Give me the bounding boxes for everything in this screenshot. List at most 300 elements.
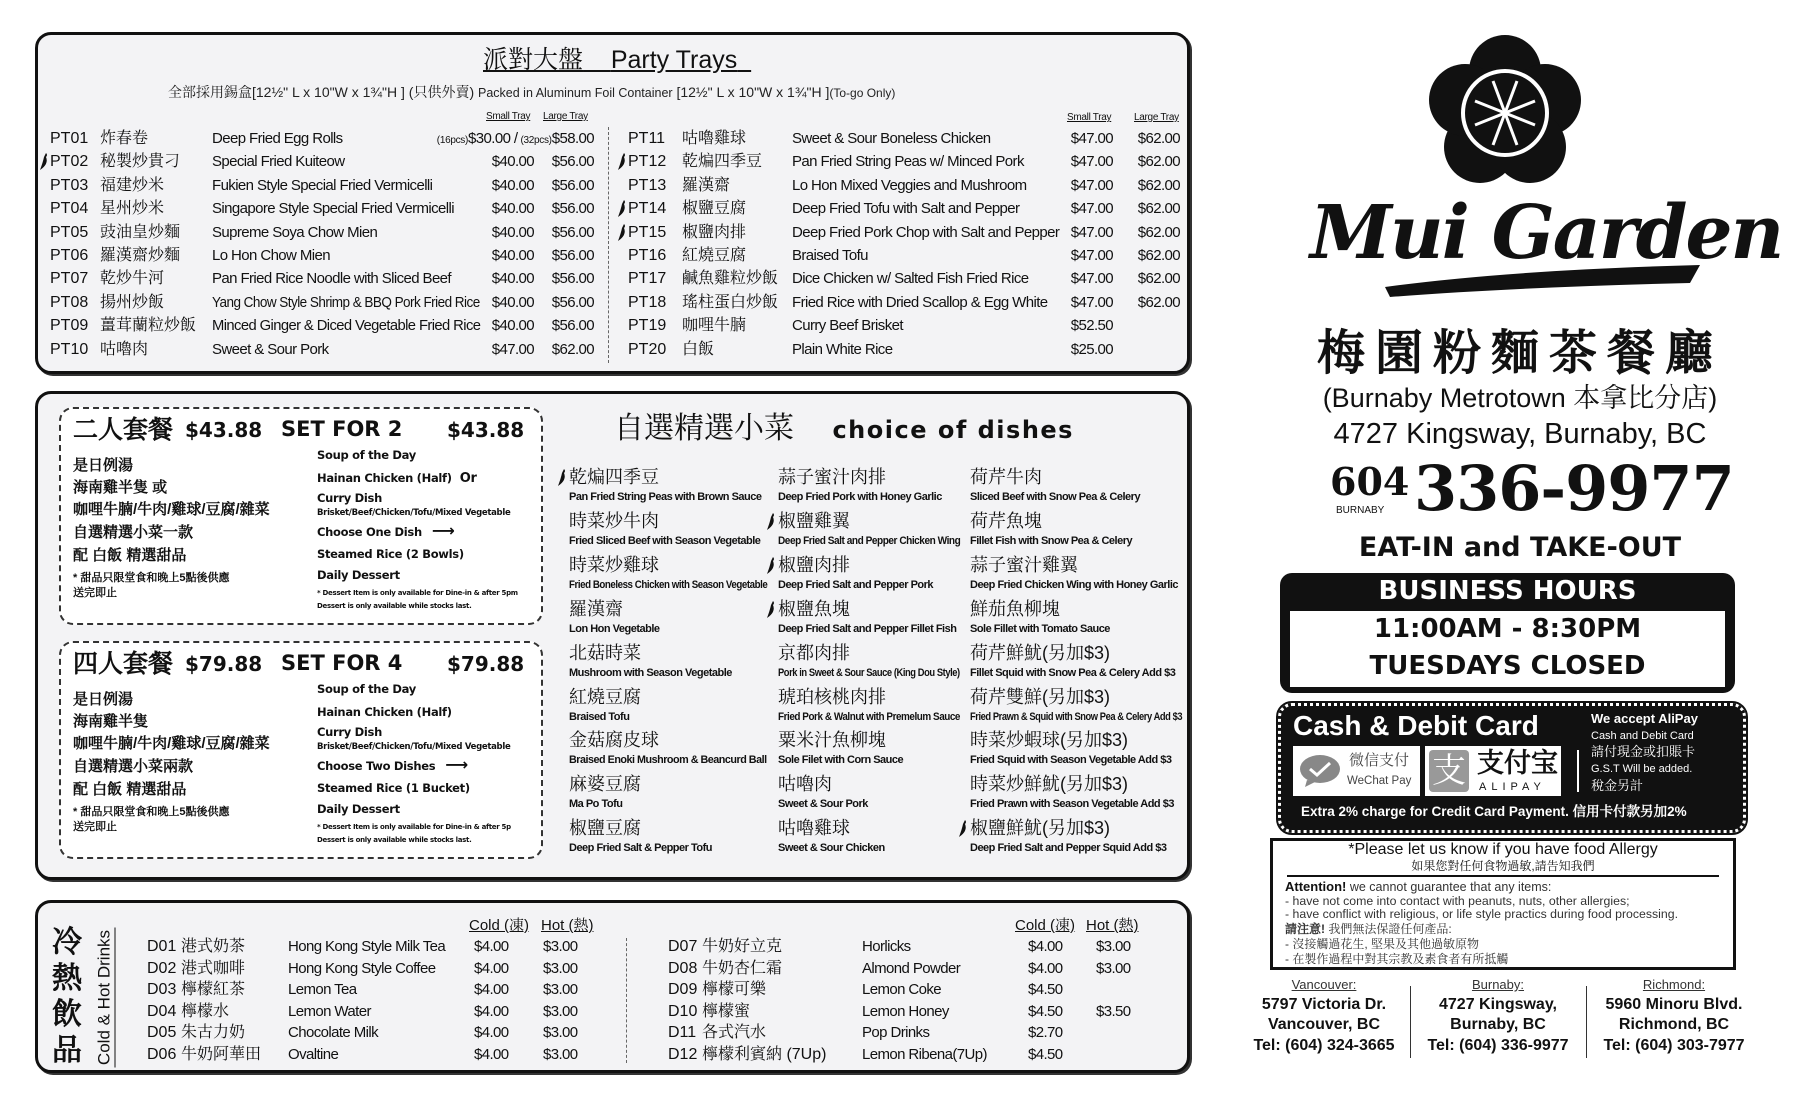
dish-item xyxy=(970,467,1140,505)
dish-item xyxy=(569,467,762,505)
item-name-en: Deep Fried Tofu with Salt and Pepper xyxy=(792,200,1020,218)
set-item-zh: 咖哩牛腩/牛肉/雞球/豆腐/雜菜 xyxy=(73,735,270,752)
dish-item xyxy=(970,774,1174,812)
allergy-zh-attention xyxy=(1285,922,1452,936)
set-item-zh: 是日例湯 xyxy=(73,457,134,474)
set-dessert-note-2: Dessert is only available while stocks last. xyxy=(317,602,472,610)
item-name-en-cell xyxy=(792,267,1028,290)
item-name-zh: 揚州炒飯 xyxy=(100,293,165,311)
item-name-en: Supreme Soya Chow Mien xyxy=(212,223,378,241)
location-street: 5960 Minoru Blvd. xyxy=(1605,995,1743,1013)
allergy-notice xyxy=(1270,838,1736,970)
dish-name-en: Pork in Sweet & Sour Sauce (King Dou Style) xyxy=(778,666,960,679)
dish-item xyxy=(970,599,1110,637)
item-name-en-cell xyxy=(792,314,903,337)
location-vancouver xyxy=(1238,978,1410,1055)
dish-item xyxy=(778,467,942,505)
set-dessert: Daily Dessert xyxy=(317,568,400,582)
allergy-line-1: - have not come into contact with peanuts, nuts, other allergies; xyxy=(1285,894,1630,908)
alipay-icon: 支 xyxy=(1429,750,1469,792)
set-price-zh: $43.88 xyxy=(185,418,263,442)
large-tray-price: $62.00 xyxy=(1137,176,1180,194)
dish-name-en: Fried Prawn & Squid with Snow Pea & Celery Add $3 xyxy=(970,710,1183,723)
small-tray-price: $47.00 xyxy=(1070,130,1113,147)
item-code: PT14 xyxy=(628,200,667,218)
set-item-or: Or xyxy=(459,471,477,486)
item-code: PT16 xyxy=(628,247,667,264)
small-tray-price: $47.00 xyxy=(1070,270,1113,288)
party-tray-item xyxy=(614,127,1187,150)
hours-inner xyxy=(1290,611,1725,687)
party-trays-section xyxy=(35,32,1190,374)
dish-name-en: Deep Fried Salt and Pepper Squid Add $3 xyxy=(970,842,1167,855)
dish-name-en: Deep Fried Chicken Wing with Honey Garlic xyxy=(970,578,1178,591)
drink-name-en: Hong Kong Style Coffee xyxy=(288,959,436,977)
drink-hot-price: $3.00 xyxy=(543,1046,578,1063)
small-tray-price: $40.00 xyxy=(491,200,534,218)
drink-hot-price: $3.00 xyxy=(543,938,578,955)
item-name-en: Sweet & Sour Pork xyxy=(212,340,329,358)
opening-hours: 11:00AM - 8:30PM xyxy=(1373,614,1642,644)
drink-cold-price: $4.50 xyxy=(1028,1046,1063,1063)
wechat-pay-en: WeChat Pay xyxy=(1347,775,1412,787)
set-item-chicken xyxy=(317,471,477,487)
dish-name-en: Lon Hon Vegetable xyxy=(569,622,660,635)
item-name-en-cell xyxy=(792,174,1027,197)
small-tray-price: $47.00 xyxy=(491,340,534,358)
drink-cold-price: $4.00 xyxy=(474,938,509,955)
hot-header-right: Hot (熱) xyxy=(1086,917,1139,934)
item-name-zh: 炸春卷 xyxy=(100,130,149,147)
drink-code: D12 xyxy=(668,1046,698,1063)
dish-name-en: Braised Enoki Mushroom & Beancurd Ball xyxy=(569,754,767,767)
location-phone: Tel: (604) 324-3665 xyxy=(1253,1036,1395,1054)
party-tray-item xyxy=(614,314,1187,337)
drink-item xyxy=(38,1001,1187,1022)
party-tray-item xyxy=(614,150,1187,173)
chili-spicy-icon xyxy=(616,223,627,242)
party-tray-item xyxy=(38,221,618,244)
dish-name-en: Sole Filet with Corn Sauce xyxy=(778,754,904,767)
item-name-zh: 乾炒牛河 xyxy=(100,270,165,288)
location-phone: Tel: (604) 303-7977 xyxy=(1603,1036,1745,1054)
item-code: PT09 xyxy=(50,317,89,335)
small-tray-price: $47.00 xyxy=(1070,176,1113,194)
dish-item xyxy=(569,599,660,637)
dish-item xyxy=(569,555,793,593)
set-for-4-card xyxy=(59,641,543,859)
gst-en: G.S.T Will be added. xyxy=(1591,763,1693,775)
large-tray-note: (32pcs) xyxy=(520,135,552,146)
location-city: Vancouver: xyxy=(1291,977,1357,992)
small-tray-price: $47.00 xyxy=(1070,200,1113,218)
item-name-en: Lo Hon Chow Mien xyxy=(212,247,330,264)
large-tray-price: $62.00 xyxy=(1137,153,1180,171)
item-name-en-cell xyxy=(792,244,868,267)
small-tray-price: $40.00 xyxy=(491,270,534,288)
small-tray-note: (16pcs) xyxy=(436,135,469,146)
choice-title-zh: 自選精選小菜 xyxy=(614,412,794,445)
small-tray-price: $40.00 xyxy=(491,153,534,171)
alipay-en: ALIPAY xyxy=(1479,781,1546,793)
set-rice: Steamed Rice (1 Bucket) xyxy=(317,781,470,795)
phone-area-label: BURNABY xyxy=(1336,505,1385,516)
dish-name-en: Ma Po Tofu xyxy=(569,798,623,811)
drink-code: D10 xyxy=(668,1002,698,1020)
item-code: PT15 xyxy=(628,223,667,241)
dish-name-zh: 粟米汁魚柳塊 xyxy=(778,730,886,751)
drink-hot-price: $3.00 xyxy=(1096,959,1131,977)
location-region: Burnaby, BC xyxy=(1450,1016,1546,1034)
chili-spicy-icon xyxy=(765,556,776,575)
party-tray-item xyxy=(614,197,1187,220)
chili-spicy-icon xyxy=(556,468,567,487)
set-note-zh: * 甜品只限堂食和晚上5點後供應 xyxy=(73,572,230,584)
item-code: PT13 xyxy=(628,176,667,194)
tray-price-group xyxy=(437,127,594,152)
drink-name-zh: 檸檬紅茶 xyxy=(181,981,246,999)
choice-of-dishes-title xyxy=(614,411,1074,452)
set-title-zh: 二人套餐 xyxy=(73,416,174,444)
dish-name-en: Deep Fried Pork with Honey Garlic xyxy=(778,491,942,503)
party-tray-item xyxy=(614,338,1187,361)
location-city: Richmond: xyxy=(1642,977,1706,992)
cash-debit-en: Cash and Debit Card xyxy=(1591,730,1694,742)
set-title-en: SET FOR 4 xyxy=(281,651,403,675)
arrow-right-icon: ⟶ xyxy=(431,521,455,540)
subtitle-zh: 全部採用錫盒[12½" L x 10"W x 1¾"H ] (只供外賣) xyxy=(168,84,475,100)
payment-title: Cash & Debit Card xyxy=(1293,710,1539,741)
set-dessert-note-1: * Dessert Item is only available for Dine-in & after 5pm xyxy=(317,589,518,597)
dish-name-zh: 蒜子蜜汁雞翼 xyxy=(970,554,1078,575)
dish-name-en: Pan Fried String Peas with Brown Sauce xyxy=(569,491,762,503)
large-tray-price: $56.00 xyxy=(551,176,594,194)
dish-name-en: Sliced Beef with Snow Pea & Celery xyxy=(970,491,1141,503)
set-choose-dishes xyxy=(317,521,455,540)
dish-item xyxy=(569,511,760,549)
dish-item xyxy=(778,818,885,856)
small-tray-price: $47.00 xyxy=(1070,223,1113,241)
dish-item xyxy=(569,818,712,856)
large-tray-header-left: Large Tray xyxy=(543,111,588,122)
large-tray-header-right: Large Tray xyxy=(1134,112,1179,123)
item-code: PT06 xyxy=(50,247,89,264)
drink-code: D01 xyxy=(147,938,177,955)
item-name-en: Deep Fried Pork Chop with Salt and Pepper xyxy=(792,223,1060,241)
item-code: PT18 xyxy=(628,293,667,311)
party-tray-item xyxy=(38,338,618,361)
small-tray-header-right: Small Tray xyxy=(1067,112,1112,123)
set-item-chicken xyxy=(317,705,460,721)
small-tray-price: $40.00 xyxy=(491,223,534,241)
drink-name-en: Lemon Honey xyxy=(862,1002,949,1020)
dish-item xyxy=(569,687,641,725)
set-item-zh: 是日例湯 xyxy=(73,691,134,708)
dish-item xyxy=(778,599,956,637)
set-note-zh-2: 送完即止 xyxy=(73,587,117,599)
credit-surcharge: Extra 2% charge for Credit Card Payment. 信用卡付款另加2% xyxy=(1301,804,1687,819)
small-tray-price: $40.00 xyxy=(491,293,534,311)
large-tray-price: $56.00 xyxy=(551,293,594,311)
item-code: PT03 xyxy=(50,176,89,194)
dish-name-en: Fried Pork & Walnut with Premelum Sauce xyxy=(778,710,960,723)
drink-code: D06 xyxy=(147,1046,177,1063)
dish-item xyxy=(970,555,1178,593)
set-dessert-note-1: * Dessert Item is only available for Dine-in & after 5p xyxy=(317,823,511,831)
dish-item xyxy=(970,643,1175,681)
drink-code: D11 xyxy=(668,1024,697,1042)
item-name-en-cell xyxy=(792,127,991,150)
item-name-en-cell xyxy=(792,338,892,361)
item-name-zh: 咕嚕肉 xyxy=(100,340,149,358)
party-trays-title-zh: 派對大盤 xyxy=(483,46,584,74)
item-name-en-cell xyxy=(212,338,329,361)
set-menus-section xyxy=(35,391,1190,880)
dish-name-zh: 荷芹鮮魷(另加$3) xyxy=(970,642,1111,663)
dish-name-en: Deep Fried Salt and Pepper Fillet Fish xyxy=(778,622,957,635)
large-tray-price: $56.00 xyxy=(551,270,594,288)
item-name-en-cell xyxy=(212,244,330,267)
dish-name-en: Deep Fried Salt & Pepper Tofu xyxy=(569,842,712,855)
set-title-zh: 四人套餐 xyxy=(73,650,174,678)
drink-name-en: Horlicks xyxy=(862,938,911,955)
dish-name-zh: 時菜炒雞球 xyxy=(569,554,659,575)
dish-item xyxy=(778,730,903,768)
location-burnaby xyxy=(1412,978,1584,1055)
drink-name-en: Lemon Coke xyxy=(862,981,942,999)
small-tray-price: $52.50 xyxy=(1070,317,1113,335)
large-tray-price: $62.00 xyxy=(551,340,594,358)
location-region: Richmond, BC xyxy=(1618,1016,1730,1034)
drink-hot-price: $3.00 xyxy=(543,959,578,977)
phone-area-code: 604 xyxy=(1330,459,1410,504)
dish-name-zh: 咕嚕肉 xyxy=(778,774,832,795)
party-tray-item xyxy=(38,291,618,314)
phone-number: 336-9977 xyxy=(1414,452,1734,525)
item-name-en: Fukien Style Special Fried Vermicelli xyxy=(212,176,433,194)
drink-name-zh: 牛奶好立克 xyxy=(702,938,783,955)
item-name-zh: 鹹魚雞粒炒飯 xyxy=(682,270,779,288)
set-price-en: $43.88 xyxy=(447,418,525,442)
item-name-en: Deep Fried Egg Rolls xyxy=(212,130,343,147)
item-name-en-cell xyxy=(792,291,1048,314)
party-trays-list-right xyxy=(614,35,1187,371)
drink-code: D08 xyxy=(668,959,698,977)
item-name-en: Pan Fried Rice Noodle with Sliced Beef xyxy=(212,270,451,288)
set-item-soup: Soup of the Day xyxy=(317,682,416,696)
large-tray-price: $56.00 xyxy=(551,200,594,218)
dish-name-zh: 鮮茄魚柳塊 xyxy=(970,598,1060,619)
drink-name-en: Lemon Water xyxy=(288,1002,371,1020)
item-name-en-cell xyxy=(212,314,484,337)
set-item-zh: 配 白飯 精選甜品 xyxy=(73,547,187,564)
drink-name-zh: 檸檬利賓納 (7Up) xyxy=(702,1046,827,1063)
logo xyxy=(1290,25,1783,315)
set-item-zh: 自選精選小菜一款 xyxy=(73,524,194,541)
item-name-zh: 薑茸蘭粒炒飯 xyxy=(100,317,197,335)
item-name-zh: 羅漢齋炒麵 xyxy=(100,247,181,264)
item-code: PT02 xyxy=(50,153,89,171)
allergy-rule xyxy=(1287,875,1719,877)
set-chicken-label: Hainan Chicken (Half) xyxy=(317,705,452,719)
dish-name-zh: 蒜子蜜汁肉排 xyxy=(778,467,886,487)
set-item-curry: Curry Dish xyxy=(317,491,382,505)
drink-hot-price: $3.00 xyxy=(543,981,578,999)
drink-name-zh: 檸檬水 xyxy=(181,1002,230,1020)
item-name-en: Minced Ginger & Diced Vegetable Fried Rice xyxy=(212,317,481,335)
dish-item xyxy=(778,774,868,812)
dish-name-en: Mushroom with Season Vegetable xyxy=(569,666,732,679)
drink-name-zh: 檸檬可樂 xyxy=(702,981,767,999)
item-name-en-cell xyxy=(212,267,451,290)
drink-name-en: Lemon Ribena(7Up) xyxy=(862,1046,987,1063)
dish-name-zh: 荷芹牛肉 xyxy=(970,467,1042,487)
drink-cold-price: $4.50 xyxy=(1028,1002,1063,1020)
dish-item xyxy=(569,643,732,681)
set-for-2-card xyxy=(59,407,543,625)
drinks-label-char: 冷 xyxy=(52,926,82,959)
drink-hot-price: $3.00 xyxy=(1096,938,1131,955)
small-tray-price: $25.00 xyxy=(1070,340,1113,358)
item-name-zh: 紅燒豆腐 xyxy=(682,247,747,264)
dish-name-zh: 乾煸四季豆 xyxy=(569,467,659,487)
item-name-en-cell xyxy=(212,221,377,244)
set-curry-options: Brisket/Beef/Chicken/Tofu/Mixed Vegetable xyxy=(317,742,511,752)
drinks-label-char: 飲 xyxy=(52,998,82,1031)
location-region: Vancouver, BC xyxy=(1267,1016,1381,1034)
location-richmond xyxy=(1588,978,1760,1055)
drink-name-zh: 牛奶杏仁霜 xyxy=(702,959,783,977)
set-note-zh-2: 送完即止 xyxy=(73,821,117,833)
allergy-zh-line-1: - 沒接觸過花生, 堅果及其他過敏原物 xyxy=(1285,937,1479,951)
drink-name-zh: 牛奶阿華田 xyxy=(181,1046,262,1063)
drink-name-en: Almond Powder xyxy=(862,959,961,977)
drink-cold-price: $4.00 xyxy=(474,1024,509,1042)
set-note-zh: * 甜品只限堂食和晚上5點後供應 xyxy=(73,806,230,818)
dish-name-zh: 金菇腐皮球 xyxy=(569,730,659,751)
party-tray-item xyxy=(614,267,1187,290)
dish-name-en: Fillet Fish with Snow Pea & Celery xyxy=(970,534,1133,547)
set-dessert-note-2: Dessert is only available while stocks last. xyxy=(317,836,472,844)
drink-hot-price: $3.00 xyxy=(543,1002,578,1020)
item-name-en-cell xyxy=(212,291,509,314)
drink-code: D04 xyxy=(147,1002,177,1020)
party-tray-item xyxy=(614,291,1187,314)
large-tray-price: $58.00 xyxy=(551,130,594,147)
dish-name-zh: 紅燒豆腐 xyxy=(569,686,641,707)
drink-name-zh: 港式奶茶 xyxy=(181,938,246,955)
item-name-en: Pan Fried String Peas w/ Minced Pork xyxy=(792,153,1024,171)
dish-item xyxy=(778,643,992,681)
dish-name-zh: 咕嚕雞球 xyxy=(778,818,850,839)
item-code: PT19 xyxy=(628,317,667,335)
drink-name-en: Lemon Tea xyxy=(288,981,357,999)
dish-item xyxy=(970,730,1171,768)
item-name-zh: 咖哩牛腩 xyxy=(682,317,747,335)
set-choose-dishes xyxy=(317,755,468,774)
party-tray-item xyxy=(614,244,1187,267)
drink-code: D02 xyxy=(147,959,177,977)
dish-name-en: Sole Fillet with Tomato Sauce xyxy=(970,622,1110,635)
item-name-zh: 乾煸四季豆 xyxy=(682,153,763,171)
drink-cold-price: $4.00 xyxy=(1028,938,1063,955)
item-code: PT04 xyxy=(50,200,89,218)
alipay-accept: We accept AliPay xyxy=(1591,711,1698,726)
drink-item xyxy=(38,958,1187,979)
dish-name-zh: 椒鹽雞翼 xyxy=(778,510,850,531)
dish-name-en: Sweet & Sour Pork xyxy=(778,798,868,811)
phone-block xyxy=(1330,452,1734,526)
dish-name-en: Deep Fried Salt and Pepper Pork xyxy=(778,578,934,591)
drink-hot-price: $3.00 xyxy=(543,1024,578,1042)
allergy-line-2: - have conflict with religious, or life style practics during food processing. xyxy=(1285,907,1678,921)
item-name-en: Dice Chicken w/ Salted Fish Fried Rice xyxy=(792,270,1029,288)
allergy-title-zh: 如果您對任何食物過敏,請告知我們 xyxy=(1411,859,1595,873)
closed-day: TUESDAYS CLOSED xyxy=(1369,651,1646,681)
dish-name-zh: 京都肉排 xyxy=(778,642,850,663)
location-street: 4727 Kingsway, xyxy=(1439,995,1557,1013)
address: 4727 Kingsway, Burnaby, BC xyxy=(1333,418,1707,450)
drink-item xyxy=(38,936,1187,957)
location-divider xyxy=(1586,986,1587,1058)
item-code: PT07 xyxy=(50,270,89,288)
small-tray-price: $47.00 xyxy=(1070,293,1113,311)
subtitle-dims: [12½" L x 10"W x 1¾"H ] xyxy=(676,84,830,100)
dish-item xyxy=(569,774,641,812)
drink-code: D03 xyxy=(147,981,177,999)
item-name-en: Fried Rice with Dried Scallop & Egg White xyxy=(792,293,1048,311)
set-choose-label: Choose Two Dishes xyxy=(317,759,436,773)
dish-name-en: Fried Boneless Chicken with Season Vegetable xyxy=(569,578,768,591)
chili-spicy-icon xyxy=(765,600,776,619)
drink-name-en: Ovaltine xyxy=(288,1046,339,1063)
set-item-zh: 自選精選小菜兩款 xyxy=(73,758,194,775)
dish-name-en: Deep Fried Salt and Pepper Chicken Wing xyxy=(778,534,961,547)
location-city: Burnaby: xyxy=(1471,977,1525,992)
chili-spicy-icon xyxy=(616,199,627,218)
item-name-zh: 椒鹽豆腐 xyxy=(682,200,747,218)
party-tray-item xyxy=(614,221,1187,244)
set-price-zh: $79.88 xyxy=(185,652,263,676)
dish-name-zh: 時菜炒牛肉 xyxy=(569,510,659,531)
set-item-zh: 海南雞半隻 或 xyxy=(73,479,168,496)
drink-name-en: Hong Kong Style Milk Tea xyxy=(288,938,446,955)
item-name-en: Special Fried Kuiteow xyxy=(212,153,345,171)
gst-zh: 稅金另計 xyxy=(1591,778,1644,793)
hot-header-left: Hot (熱) xyxy=(541,917,594,934)
party-tray-item xyxy=(38,127,618,150)
location-divider xyxy=(1410,986,1411,1058)
large-tray-price: $62.00 xyxy=(1137,247,1180,264)
payment-divider xyxy=(1577,750,1579,792)
set-item-soup: Soup of the Day xyxy=(317,448,416,462)
large-tray-price: $62.00 xyxy=(1137,270,1180,288)
item-code: PT01 xyxy=(50,130,89,147)
party-tray-item xyxy=(38,150,618,173)
dish-name-zh: 椒鹽肉排 xyxy=(778,554,850,575)
set-item-curry: Curry Dish xyxy=(317,725,382,739)
drink-name-zh: 各式汽水 xyxy=(702,1024,767,1042)
business-hours-box xyxy=(1280,573,1735,693)
small-tray-price: $47.00 xyxy=(1070,153,1113,171)
large-tray-price: $62.00 xyxy=(1137,223,1180,241)
cash-debit-zh: 請付現金或扣賬卡 xyxy=(1591,744,1696,759)
chili-spicy-icon xyxy=(957,819,968,838)
drinks-list-right xyxy=(38,903,1187,1070)
wechat-pay-icon xyxy=(1299,754,1341,788)
drink-name-en: Chocolate Milk xyxy=(288,1024,378,1042)
alipay-zh: 支付宝 xyxy=(1477,748,1558,778)
